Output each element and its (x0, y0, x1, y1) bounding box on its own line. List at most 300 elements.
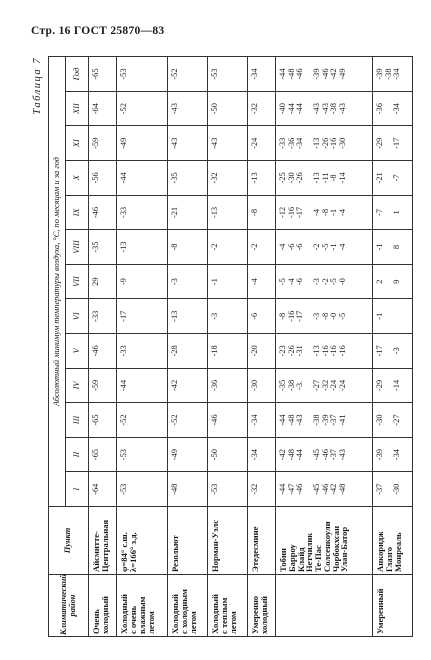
temperature-value: -4 (278, 243, 288, 251)
climate-zone-cell (117, 575, 168, 637)
month-value-cell (89, 437, 117, 472)
month-value-cell (208, 472, 248, 507)
temperature-value: -5 (338, 312, 348, 320)
month-value-cell (373, 230, 413, 265)
month-header: VI (66, 299, 89, 334)
month-value-cell (168, 230, 208, 265)
temperature-value: -6 (286, 243, 296, 251)
temperature-value: -11 (320, 172, 330, 184)
temperature-value: -13 (119, 241, 129, 253)
temperature-value: -4 (338, 243, 348, 251)
temperature-value: -43 (210, 137, 220, 149)
month-value-cell (373, 126, 413, 161)
month-value-cell (276, 264, 373, 299)
temperature-value: -39 (375, 68, 385, 80)
temperature-value: -44 (295, 103, 305, 115)
month-value-cell (247, 91, 275, 126)
temperature-value: -53 (119, 68, 129, 80)
temperature-value: -16 (329, 137, 339, 149)
temperature-value: -3. (295, 380, 305, 390)
temperature-value: -17 (295, 310, 305, 322)
temperature-value: -18 (210, 345, 220, 357)
month-value-cell (373, 334, 413, 369)
climate-zone-text: с холодным (179, 589, 190, 634)
temperature-value: -43 (170, 103, 180, 115)
temperature-value: -41 (338, 414, 348, 426)
month-value-cell (117, 126, 168, 161)
temperature-value: -59 (91, 379, 100, 392)
temperature-value: -46 (91, 345, 100, 357)
temperature-value: -2 (249, 243, 259, 251)
temperature-value: -50 (210, 449, 220, 461)
station-cell (373, 507, 413, 575)
table-row (276, 57, 373, 637)
temperature-value: -65 (91, 68, 100, 80)
climate-zone-cell (373, 575, 413, 637)
month-value-cell (117, 403, 168, 438)
temperature-value: -8 (320, 208, 330, 216)
temperature-value: -2 (210, 243, 220, 251)
month-header: I (66, 472, 89, 507)
month-value-cell (208, 230, 248, 265)
climate-zone-text: влажным (136, 596, 147, 634)
temperature-value: -38 (383, 68, 393, 80)
table-body (89, 57, 413, 637)
month-value-cell (117, 230, 168, 265)
month-value-cell (208, 126, 248, 161)
temperature-value: -13 (249, 172, 259, 184)
station-name: Барроу (286, 544, 297, 572)
month-value-cell (89, 334, 117, 369)
month-value-cell (276, 403, 373, 438)
temperature-value: -46 (91, 206, 100, 219)
temperature-value: -46 (320, 483, 330, 495)
climate-zone-text: Очень (91, 609, 101, 634)
climate-zone-text: летом (145, 611, 156, 634)
climate-zone-text: Умеренный (375, 588, 386, 634)
month-value-cell (168, 403, 208, 438)
month-value-cell (208, 368, 248, 403)
month-value-cell (247, 264, 275, 299)
temperature-value: -9 (119, 278, 129, 286)
temperature-value: -28 (170, 345, 180, 357)
temperature-value: -33 (119, 345, 129, 357)
month-value-cell (208, 195, 248, 230)
temperature-value: -8 (320, 312, 330, 320)
temperature-value: 29 (91, 277, 100, 286)
temperature-value: -1 (329, 208, 339, 216)
temperature-value: -48 (286, 449, 296, 461)
month-value-cell (117, 334, 168, 369)
month-header: XI (66, 126, 89, 161)
temperature-value: -49 (170, 449, 180, 461)
temperature-value: -38 (312, 414, 322, 426)
temperature-value: -13 (170, 310, 180, 322)
month-value-cell (89, 368, 117, 403)
temperature-value: -23 (278, 345, 288, 357)
temperature-value: -8 (170, 243, 180, 251)
temperature-value: -52 (119, 414, 129, 426)
month-value-cell (373, 472, 413, 507)
climate-zone-cell (208, 575, 248, 637)
month-value-cell (276, 161, 373, 196)
temperature-value: -52 (170, 68, 180, 80)
month-value-cell (373, 264, 413, 299)
temperature-value: -32 (210, 172, 220, 184)
month-value-cell (89, 472, 117, 507)
temperature-value: -44 (295, 449, 305, 461)
temperature-value: -17 (392, 137, 402, 149)
rotated-table-block (32, 57, 414, 637)
month-value-cell (168, 437, 208, 472)
station-name: Нетчилик (304, 532, 315, 572)
month-value-cell (117, 437, 168, 472)
month-value-cell (117, 264, 168, 299)
station-name: Те-Пас (313, 545, 324, 572)
temperature-value: -40 (278, 103, 288, 115)
temperature-value: -4 (286, 278, 296, 286)
month-value-cell (247, 437, 275, 472)
table-row (247, 57, 275, 637)
temperature-value: -4 (249, 278, 259, 286)
temperature-value: -49 (119, 137, 129, 149)
temperature-value: -13 (312, 137, 322, 149)
table-row (89, 57, 117, 637)
month-value-cell (373, 299, 413, 334)
month-value-cell (247, 368, 275, 403)
month-value-cell (276, 195, 373, 230)
temperature-value: -36 (210, 379, 220, 392)
temperature-value: -56 (91, 172, 100, 184)
month-value-cell (208, 403, 248, 438)
month-value-cell (247, 334, 275, 369)
temperature-value: -33 (91, 310, 100, 322)
temperature-value: -17 (295, 206, 305, 219)
column-header-punkt: Пункт (49, 507, 89, 575)
temperature-value: -32 (249, 103, 259, 115)
climate-zone-text: холодный (99, 596, 110, 634)
temperature-value: -44 (119, 172, 129, 184)
temperature-value: -29 (375, 379, 385, 392)
temperature-value: -53 (210, 483, 220, 495)
month-value-cell (373, 195, 413, 230)
station-name: φ=84° с.ш. (119, 532, 130, 572)
temperature-value: -1 (375, 243, 385, 251)
temperature-value: -37 (329, 414, 339, 426)
temperature-value: -27 (312, 379, 322, 392)
temperature-value: -38 (329, 103, 339, 115)
station-name: Клайд (295, 547, 306, 572)
climate-zone-text: холодный (258, 596, 269, 634)
month-value-cell (208, 264, 248, 299)
month-value-cell (168, 472, 208, 507)
station-name: Резольют (170, 535, 181, 572)
temperature-value: -17 (375, 345, 385, 357)
month-value-cell (168, 368, 208, 403)
temperature-value: 2 (375, 279, 385, 284)
station-name: λ=166° з.д. (127, 532, 138, 572)
month-header: III (66, 403, 89, 438)
climate-zone-text: Умеренно (249, 595, 260, 634)
temperature-value: -29 (375, 137, 385, 149)
climate-zone-cell (168, 575, 208, 637)
month-value-cell (247, 403, 275, 438)
station-name: Айсмитте- (91, 531, 101, 572)
year-value-cell (117, 57, 168, 92)
temperature-value: -42 (329, 483, 339, 495)
month-header: II (66, 437, 89, 472)
station-name: Чорбокхсан (330, 525, 341, 572)
month-value-cell (276, 126, 373, 161)
temperature-value: -64 (91, 103, 100, 115)
year-value-cell (247, 57, 275, 92)
temperature-value: -46 (210, 414, 220, 426)
temperature-value: -34 (249, 449, 259, 461)
temperature-value: -2 (320, 278, 330, 286)
station-name: Анкоридж (375, 531, 386, 572)
temperature-value: -48 (338, 483, 348, 495)
temperature-value: -7 (375, 208, 385, 216)
temperature-value: -30 (392, 483, 402, 495)
temperature-value: -59 (91, 137, 100, 149)
temperature-value: 9 (392, 279, 402, 284)
month-value-cell (276, 91, 373, 126)
month-value-cell (208, 161, 248, 196)
temperature-value: -12 (278, 206, 288, 219)
station-name: Монреаль (392, 532, 403, 572)
station-cell (276, 507, 373, 575)
temperature-value: -7 (392, 174, 402, 182)
temperature-value: -48 (286, 414, 296, 426)
month-value-cell (276, 437, 373, 472)
month-header: VII (66, 264, 89, 299)
month-value-cell (373, 437, 413, 472)
super-header: Абсолютный минимум температуры воздуха, °С, по месяцам и за год (49, 57, 66, 507)
temperature-value: -34 (392, 68, 402, 80)
climate-zone-text: с теплым (218, 597, 229, 634)
temperature-value: -16 (338, 345, 348, 357)
month-value-cell (89, 403, 117, 438)
climate-zone-text: Холодный (119, 594, 130, 634)
temperature-value: -16 (286, 310, 296, 322)
temperature-value: -37 (329, 449, 339, 461)
temperature-value: -1 (375, 312, 385, 320)
climate-zone-cell (276, 575, 373, 637)
month-value-cell (276, 299, 373, 334)
temperature-value (393, 300, 402, 332)
temperature-value: -33 (119, 206, 129, 219)
temperature-value: -13 (312, 172, 322, 184)
year-value-cell (168, 57, 208, 92)
year-value-cell (208, 57, 248, 92)
station-name: Улан-Батор (339, 526, 350, 572)
temperature-value: -65 (91, 449, 100, 461)
temperature-value: -8 (278, 312, 288, 320)
temperature-value: -44 (278, 414, 288, 426)
month-value-cell (276, 334, 373, 369)
climate-zone-cell (89, 575, 117, 637)
temperature-value: -39 (312, 68, 322, 80)
month-value-cell (276, 472, 373, 507)
month-header: IV (66, 368, 89, 403)
temperature-value: -64 (91, 483, 100, 495)
temperature-value: -47 (286, 483, 296, 495)
temperature-value: -43 (338, 449, 348, 461)
month-value-cell (117, 161, 168, 196)
temperature-value: -30 (286, 172, 296, 184)
month-value-cell (89, 161, 117, 196)
month-value-cell (208, 299, 248, 334)
month-header: VIII (66, 230, 89, 265)
temperature-value: 1 (392, 210, 402, 215)
month-value-cell (89, 230, 117, 265)
month-value-cell (168, 161, 208, 196)
temperature-value: -44 (278, 483, 288, 495)
temperature-value: -44 (286, 103, 296, 115)
month-value-cell (168, 91, 208, 126)
temperature-value: -53 (119, 483, 129, 495)
temperature-value: -44 (119, 379, 129, 392)
climate-table (48, 56, 413, 637)
temperature-value: -30 (375, 414, 385, 426)
year-value-cell (373, 57, 413, 92)
temperature-value: -44 (278, 68, 288, 80)
temperature-value: -43 (338, 103, 348, 115)
temperature-value: -4 (338, 208, 348, 216)
month-value-cell (168, 195, 208, 230)
station-cell (117, 507, 168, 575)
station-cell (208, 507, 248, 575)
temperature-value: -13 (312, 345, 322, 357)
temperature-value: -3 (210, 312, 220, 320)
temperature-value: 8 (392, 244, 402, 250)
temperature-value: -34 (295, 137, 305, 149)
temperature-value: -6 (249, 312, 259, 320)
month-value-cell (168, 126, 208, 161)
temperature-value: -3 (312, 278, 322, 286)
month-value-cell (247, 161, 275, 196)
temperature-value: -46 (295, 68, 305, 80)
temperature-value: -65 (91, 414, 100, 426)
temperature-value: -32 (320, 379, 330, 392)
month-header: IX (66, 195, 89, 230)
temperature-value: -14 (338, 172, 348, 184)
station-name: Центральная (99, 519, 110, 572)
month-value-cell (117, 299, 168, 334)
temperature-value: -31 (295, 345, 305, 357)
station-name: Этедесмине (249, 526, 260, 572)
temperature-value: -35 (91, 241, 100, 253)
month-value-cell (208, 437, 248, 472)
temperature-value: -24 (329, 379, 339, 392)
temperature-value: -53 (210, 68, 220, 80)
temperature-value: -6 (295, 243, 305, 251)
month-value-cell (208, 334, 248, 369)
temperature-value: -0 (329, 312, 339, 320)
temperature-value: -46 (320, 68, 330, 80)
temperature-value: -30 (338, 137, 348, 149)
month-value-cell (168, 334, 208, 369)
temperature-value: -8 (329, 174, 339, 182)
month-value-cell (117, 91, 168, 126)
temperature-value: -45 (312, 483, 322, 495)
temperature-value: -24 (338, 379, 348, 392)
temperature-value: -3 (312, 312, 322, 320)
station-cell (89, 507, 117, 575)
climate-zone-cell (247, 575, 275, 637)
temperature-value: -33 (278, 137, 288, 149)
temperature-value: -43 (320, 103, 330, 115)
temperature-value: -43 (295, 414, 305, 426)
temperature-value: -45 (312, 449, 322, 461)
temperature-value: -3 (170, 278, 180, 286)
temperature-value: -26 (286, 345, 296, 357)
temperature-value: -26 (295, 172, 305, 184)
station-cell (247, 507, 275, 575)
month-value-cell (117, 368, 168, 403)
year-header: Год (66, 57, 89, 92)
temperature-value: -3 (392, 347, 402, 355)
temperature-value: -26 (320, 137, 330, 149)
temperature-value: -36 (286, 137, 296, 149)
temperature-value: -42 (278, 449, 288, 461)
temperature-value: -2 (312, 243, 322, 251)
month-value-cell (247, 299, 275, 334)
page-header: Стр. 16 ГОСТ 25870—83 (31, 25, 165, 37)
table-caption: Таблица 7 (32, 57, 43, 115)
column-header-rayon: Климатический район (49, 575, 89, 637)
climate-zone-text: Холодный (170, 594, 181, 634)
station-name: Солсенкоули (321, 521, 332, 572)
temperature-value: -48 (286, 68, 296, 80)
month-value-cell (89, 264, 117, 299)
temperature-value: -13 (210, 206, 220, 219)
temperature-value: -43 (312, 103, 322, 115)
temperature-value: -46 (295, 483, 305, 495)
temperature-value: -8 (249, 208, 259, 216)
temperature-value: -48 (170, 483, 180, 495)
temperature-value: -53 (119, 449, 129, 461)
temperature-value: -5 (329, 278, 339, 286)
month-value-cell (89, 299, 117, 334)
month-value-cell (373, 91, 413, 126)
temperature-value: -39 (375, 449, 385, 461)
climate-zone-text: с очень (127, 605, 138, 634)
temperature-value: -4 (312, 208, 322, 216)
temperature-value: -16 (329, 345, 339, 357)
temperature-value: -25 (278, 172, 288, 184)
month-value-cell (276, 368, 373, 403)
temperature-value: -36 (375, 103, 385, 115)
month-value-cell (208, 91, 248, 126)
station-name: Тобин (278, 548, 289, 572)
temperature-value: -34 (392, 449, 402, 461)
month-value-cell (89, 195, 117, 230)
month-value-cell (373, 368, 413, 403)
temperature-value: -17 (119, 310, 129, 322)
station-cell (168, 507, 208, 575)
month-value-cell (89, 126, 117, 161)
temperature-value: -16 (286, 206, 296, 219)
month-header: XII (66, 91, 89, 126)
month-header: X (66, 161, 89, 196)
month-value-cell (89, 91, 117, 126)
temperature-value: -42 (329, 68, 339, 80)
station-name: Норман-Уэлс (210, 519, 221, 572)
temperature-value: -24 (249, 137, 259, 149)
temperature-value: -34 (392, 103, 402, 115)
month-value-cell (117, 472, 168, 507)
